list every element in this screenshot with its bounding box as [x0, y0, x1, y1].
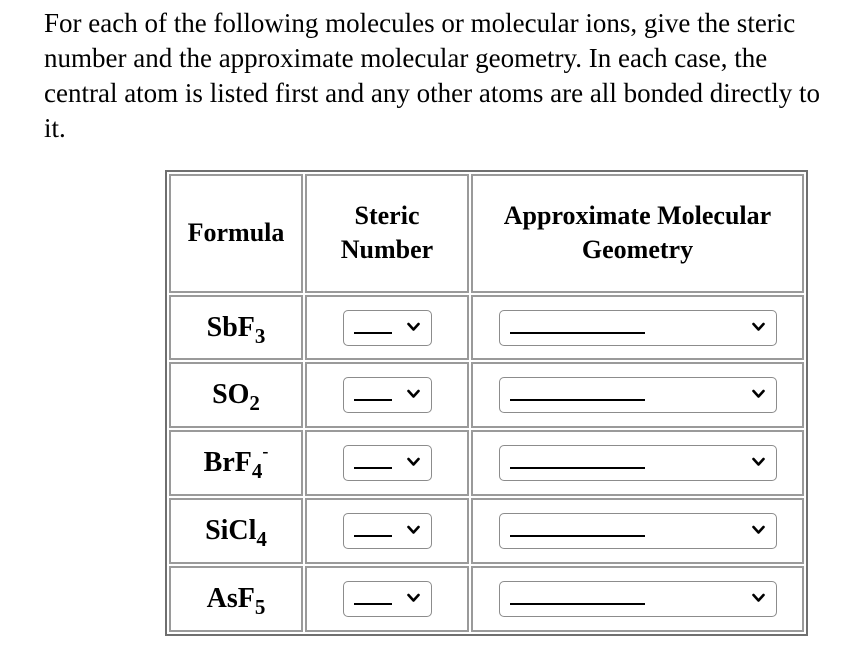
geometry-select[interactable] — [499, 310, 777, 346]
table-row — [169, 362, 804, 428]
formula-brf4-ion: BrF$_4$- — [203, 441, 269, 484]
geometry-cell — [471, 566, 804, 632]
formula-cell — [169, 498, 303, 564]
geometry-select[interactable] — [499, 377, 777, 413]
geometry-blank — [510, 603, 645, 605]
formula-cell — [169, 362, 303, 428]
steric-number-blank — [354, 535, 392, 537]
steric-number-blank — [354, 399, 392, 401]
steric-number-cell — [305, 430, 469, 496]
formula-cell — [169, 295, 303, 361]
chevron-down-icon — [407, 525, 420, 535]
geometry-blank — [510, 535, 645, 537]
geometry-cell — [471, 362, 804, 428]
geometry-cell — [471, 430, 804, 496]
formula-sbf3: SbF$_3$ — [206, 311, 266, 348]
geometry-blank — [510, 467, 645, 469]
geometry-select[interactable] — [499, 445, 777, 481]
geometry-header: Approximate Molecular Geometry — [471, 174, 804, 293]
steric-number-blank — [354, 332, 392, 334]
steric-number-cell — [305, 362, 469, 428]
steric-number-cell — [305, 566, 469, 632]
geometry-blank — [510, 399, 645, 401]
answer-table — [165, 170, 808, 636]
formula-so2: $SO_2$ — [212, 379, 260, 416]
chevron-down-icon — [407, 322, 420, 332]
steric-number-blank — [354, 467, 392, 469]
formula-header: Formula — [169, 174, 303, 293]
table-row — [169, 498, 804, 564]
geometry-cell — [471, 498, 804, 564]
formula-asf5: AsF$_5$ — [206, 583, 266, 620]
chevron-down-icon — [752, 322, 765, 332]
chevron-down-icon — [752, 593, 765, 603]
chevron-down-icon — [752, 525, 765, 535]
table-header-row — [169, 174, 804, 293]
steric-number-header: Steric Number — [305, 174, 469, 293]
chevron-down-icon — [407, 389, 420, 399]
chevron-down-icon — [752, 457, 765, 467]
geometry-select[interactable] — [499, 581, 777, 617]
table-row — [169, 566, 804, 632]
steric-number-select[interactable] — [343, 310, 432, 346]
steric-number-select[interactable] — [343, 445, 432, 481]
table-row — [169, 430, 804, 496]
chevron-down-icon — [407, 593, 420, 603]
formula-cell — [169, 430, 303, 496]
table-row — [169, 295, 804, 361]
formula-cell — [169, 566, 303, 632]
chevron-down-icon — [407, 457, 420, 467]
steric-number-select[interactable] — [343, 377, 432, 413]
steric-number-select[interactable] — [343, 513, 432, 549]
geometry-cell — [471, 295, 804, 361]
steric-number-select[interactable] — [343, 581, 432, 617]
geometry-blank — [510, 332, 645, 334]
chevron-down-icon — [752, 389, 765, 399]
formula-sicl4: SiCl$_4$ — [205, 515, 267, 552]
steric-number-cell — [305, 295, 469, 361]
steric-number-blank — [354, 603, 392, 605]
geometry-select[interactable] — [499, 513, 777, 549]
question-prompt: For each of the following molecules or molecular ions, give the steric number and the approximate molecular geometry. In each case, the central atom is listed first and any other atoms are all bonded directly to it. — [44, 8, 821, 143]
steric-number-cell — [305, 498, 469, 564]
